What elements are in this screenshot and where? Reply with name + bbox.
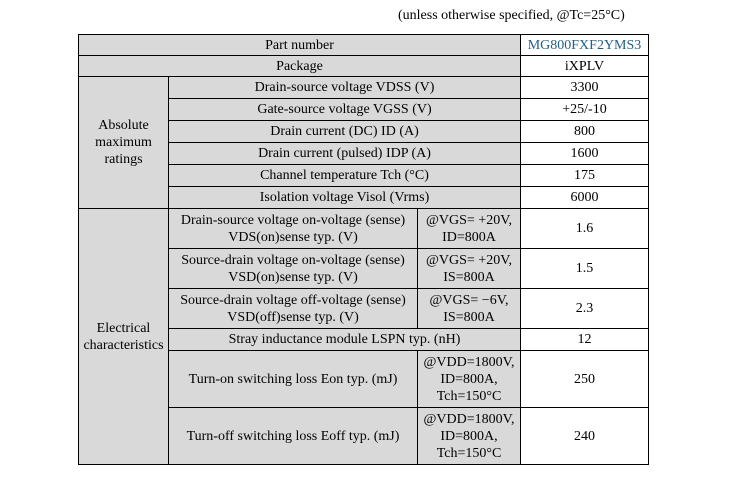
elec-value-eon: 250: [521, 351, 649, 408]
elec-condition-vsd-off: @VGS= −6V, IS=800A: [418, 289, 521, 329]
elec-value-vds-on: 1.6: [521, 209, 649, 249]
elec-label-eon: Turn-on switching loss Eon typ. (mJ): [169, 351, 418, 408]
elec-value-lspn: 12: [521, 329, 649, 351]
abs-label-id: Drain current (DC) ID (A): [169, 121, 521, 143]
group-electrical-characteristics: Electrical characteristics: [79, 209, 169, 465]
elec-label-lspn: Stray inductance module LSPN typ. (nH): [169, 329, 521, 351]
spec-table: [78, 34, 649, 465]
abs-value-tch: 175: [521, 165, 649, 187]
abs-label-vgss: Gate-source voltage VGSS (V): [169, 99, 521, 121]
group-absolute-ratings: Absolute maximum ratings: [79, 77, 169, 209]
abs-value-vdss: 3300: [521, 77, 649, 99]
elec-condition-vsd-on: @VGS= +20V, IS=800A: [418, 249, 521, 289]
elec-label-vds-on: Drain-source voltage on-voltage (sense) VDS(on)sense typ. (V): [169, 209, 418, 249]
abs-label-vdss: Drain-source voltage VDSS (V): [169, 77, 521, 99]
elec-condition-vds-on: @VGS= +20V, ID=800A: [418, 209, 521, 249]
conditions-note: (unless otherwise specified, @Tc=25°C): [398, 8, 625, 23]
abs-value-idp: 1600: [521, 143, 649, 165]
elec-label-vsd-off: Source-drain voltage off-voltage (sense) VSD(off)sense typ. (V): [169, 289, 418, 329]
abs-label-tch: Channel temperature Tch (°C): [169, 165, 521, 187]
abs-label-visol: Isolation voltage Visol (Vrms): [169, 187, 521, 209]
elec-condition-eon: @VDD=1800V, ID=800A, Tch=150°C: [418, 351, 521, 408]
elec-value-vsd-off: 2.3: [521, 289, 649, 329]
abs-value-visol: 6000: [521, 187, 649, 209]
part-number-value: MG800FXF2YMS3: [521, 35, 649, 56]
elec-label-vsd-on: Source-drain voltage on-voltage (sense) VSD(on)sense typ. (V): [169, 249, 418, 289]
part-number-label: Part number: [79, 35, 521, 56]
elec-label-eoff: Turn-off switching loss Eoff typ. (mJ): [169, 408, 418, 465]
package-value: iXPLV: [521, 56, 649, 77]
package-label: Package: [79, 56, 521, 77]
elec-condition-eoff: @VDD=1800V, ID=800A, Tch=150°C: [418, 408, 521, 465]
abs-value-id: 800: [521, 121, 649, 143]
abs-label-idp: Drain current (pulsed) IDP (A): [169, 143, 521, 165]
elec-value-eoff: 240: [521, 408, 649, 465]
abs-value-vgss: +25/-10: [521, 99, 649, 121]
elec-value-vsd-on: 1.5: [521, 249, 649, 289]
